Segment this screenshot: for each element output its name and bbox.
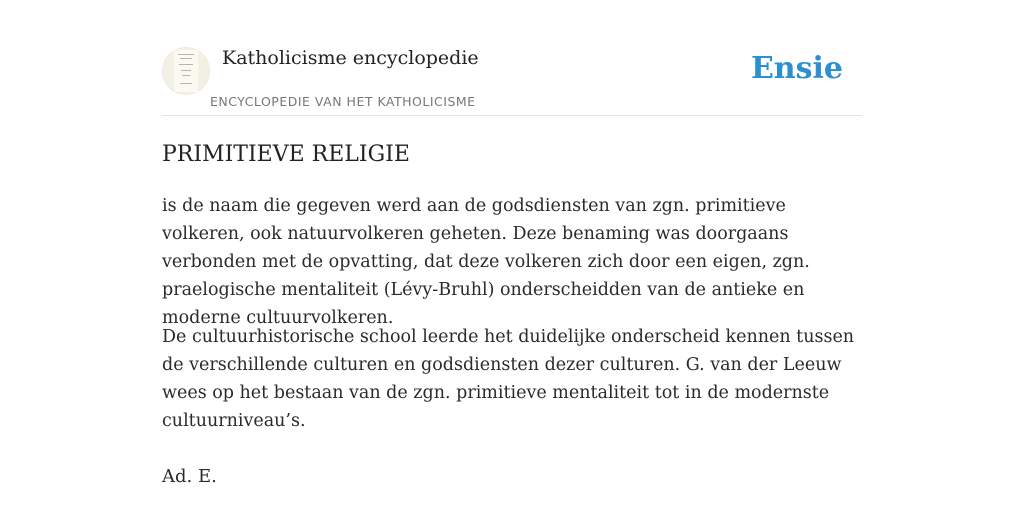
author-signature: Ad. E. <box>162 466 217 487</box>
paragraph-text: De cultuurhistorische school leerde het duidelijke onderscheid kennen tussen de verschillende culturen en godsdiensten dezer culturen. G. van der Leeuw wees op het bestaan van de zgn. primitieve mentaliteit tot in de modernste cultuurniveau’s. <box>162 327 855 431</box>
header-divider <box>162 115 862 116</box>
site-title[interactable]: Katholicisme encyclopedie <box>222 47 479 69</box>
entry-paragraph-1 <box>162 192 866 332</box>
book-cover-icon[interactable] <box>162 47 210 95</box>
book-page-icon <box>174 50 198 92</box>
brand-logo-link[interactable]: Ensie <box>750 51 843 86</box>
entry-title: PRIMITIEVE RELIGIE <box>162 142 410 167</box>
page-container <box>162 0 862 512</box>
site-subtitle: ENCYCLOPEDIE VAN HET KATHOLICISME <box>210 94 476 109</box>
paragraph-text: is de naam die gegeven werd aan de godsdiensten van zgn. primitieve volkeren, ook natuurvolkeren geheten. Deze benaming was doorgaans verbonden met de opvatting, dat deze volkeren zich door een eigen, zgn. praelogische mentaliteit (Lévy-Bruhl) onderscheidden van de antieke en moderne cultuurvolkeren. <box>162 196 810 328</box>
entry-paragraph-2 <box>162 323 866 435</box>
